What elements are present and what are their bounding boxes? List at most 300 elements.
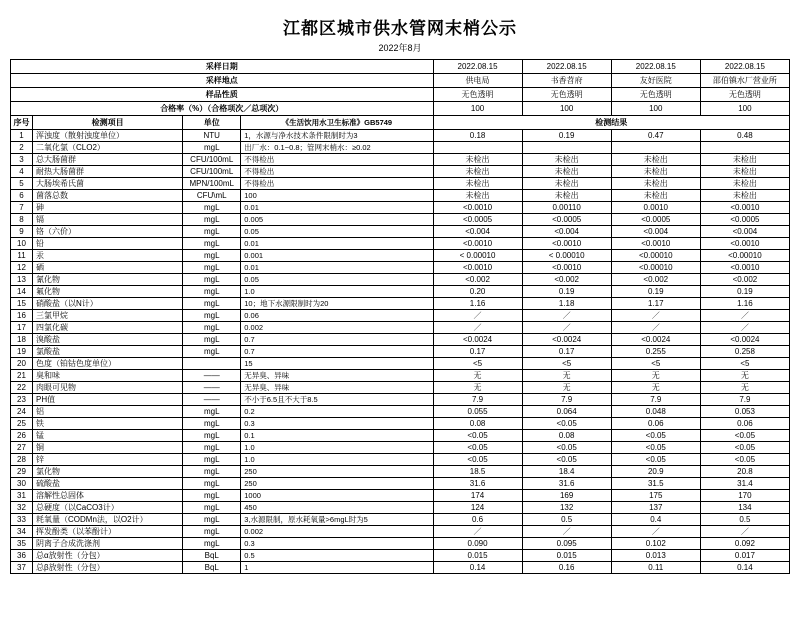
- cell-result-4: 7.9: [700, 394, 789, 406]
- cell-result-2: 未检出: [522, 190, 611, 202]
- cell-item: 阴离子合成洗涤剂: [33, 538, 183, 550]
- cell-result-1: <5: [433, 358, 522, 370]
- cell-result-3: <0.002: [611, 274, 700, 286]
- table-row: [11, 322, 790, 334]
- meta-value: 2022.08.15: [522, 60, 611, 74]
- cell-no: 34: [11, 526, 33, 538]
- cell-standard: 450: [241, 502, 433, 514]
- cell-no: 1: [11, 130, 33, 142]
- cell-result-1: <0.0010: [433, 202, 522, 214]
- cell-result-3: 未检出: [611, 154, 700, 166]
- table-row: [11, 526, 790, 538]
- cell-item: 二氧化氯（CLO2）: [33, 142, 183, 154]
- cell-result-4: <0.004: [700, 226, 789, 238]
- column-header-row: [11, 116, 790, 130]
- cell-result-3: <0.00010: [611, 262, 700, 274]
- cell-result-3: 无: [611, 370, 700, 382]
- cell-unit: mgL: [183, 346, 241, 358]
- cell-result-4: 未检出: [700, 190, 789, 202]
- cell-unit: mgL: [183, 454, 241, 466]
- cell-result-1: <0.004: [433, 226, 522, 238]
- table-row: [11, 166, 790, 178]
- cell-standard: 0.1: [241, 430, 433, 442]
- cell-standard: 不小于6.5且不大于8.5: [241, 394, 433, 406]
- cell-result-2: 0.064: [522, 406, 611, 418]
- cell-unit: mgL: [183, 202, 241, 214]
- cell-result-3: 未检出: [611, 190, 700, 202]
- cell-no: 13: [11, 274, 33, 286]
- cell-result-4: 0.092: [700, 538, 789, 550]
- cell-standard: 1000: [241, 490, 433, 502]
- cell-result-4: ／: [700, 322, 789, 334]
- table-row: [11, 382, 790, 394]
- cell-unit: mgL: [183, 250, 241, 262]
- meta-label: 采样地点: [11, 74, 434, 88]
- meta-label: 合格率（%）（合格项次／总项次）: [11, 102, 434, 116]
- cell-unit: mgL: [183, 226, 241, 238]
- meta-value: 100: [700, 102, 789, 116]
- cell-standard: 1.0: [241, 442, 433, 454]
- cell-standard: 0.3: [241, 538, 433, 550]
- cell-result-1: 未检出: [433, 166, 522, 178]
- cell-no: 30: [11, 478, 33, 490]
- cell-item: 耗氧量（CODMn法，以O2计）: [33, 514, 183, 526]
- cell-result-1: 0.090: [433, 538, 522, 550]
- cell-item: 氟化物: [33, 286, 183, 298]
- cell-item: 肉眼可见物: [33, 382, 183, 394]
- cell-no: 10: [11, 238, 33, 250]
- meta-value: 100: [433, 102, 522, 116]
- cell-result-3: 137: [611, 502, 700, 514]
- cell-item: 汞: [33, 250, 183, 262]
- cell-item: 氯酸盐: [33, 346, 183, 358]
- cell-result-2: 无: [522, 382, 611, 394]
- cell-result-4: [700, 142, 789, 154]
- cell-standard: 15: [241, 358, 433, 370]
- cell-item: 砷: [33, 202, 183, 214]
- cell-unit: mgL: [183, 274, 241, 286]
- cell-no: 25: [11, 418, 33, 430]
- cell-result-4: <0.0010: [700, 202, 789, 214]
- cell-result-3: 20.9: [611, 466, 700, 478]
- cell-result-2: 7.9: [522, 394, 611, 406]
- cell-result-1: 0.015: [433, 550, 522, 562]
- cell-result-2: 0.015: [522, 550, 611, 562]
- cell-standard: 0.01: [241, 262, 433, 274]
- cell-standard: 0.05: [241, 226, 433, 238]
- cell-result-1: <0.0024: [433, 334, 522, 346]
- meta-value: 100: [611, 102, 700, 116]
- cell-result-4: <0.05: [700, 454, 789, 466]
- meta-row-sample-property: [11, 88, 790, 102]
- cell-result-1: 0.20: [433, 286, 522, 298]
- cell-no: 35: [11, 538, 33, 550]
- table-row: [11, 190, 790, 202]
- cell-no: 11: [11, 250, 33, 262]
- cell-standard: 不得检出: [241, 154, 433, 166]
- cell-no: 37: [11, 562, 33, 574]
- cell-result-3: 7.9: [611, 394, 700, 406]
- cell-result-1: <0.0010: [433, 238, 522, 250]
- table-row: [11, 490, 790, 502]
- cell-standard: 250: [241, 478, 433, 490]
- cell-standard: 无异臭、异味: [241, 370, 433, 382]
- cell-no: 36: [11, 550, 33, 562]
- table-row: [11, 394, 790, 406]
- cell-standard: 1.0: [241, 454, 433, 466]
- cell-no: 21: [11, 370, 33, 382]
- cell-result-4: 0.053: [700, 406, 789, 418]
- meta-value: 2022.08.15: [433, 60, 522, 74]
- table-row: [11, 502, 790, 514]
- cell-result-2: <0.0005: [522, 214, 611, 226]
- cell-result-3: <0.004: [611, 226, 700, 238]
- col-header-result: 检测结果: [433, 116, 790, 130]
- table-row: [11, 250, 790, 262]
- cell-result-4: <0.00010: [700, 250, 789, 262]
- cell-result-2: ／: [522, 526, 611, 538]
- cell-result-4: 0.14: [700, 562, 789, 574]
- cell-result-4: ／: [700, 526, 789, 538]
- table-row: [11, 370, 790, 382]
- cell-standard: 10；地下水源限制时为20: [241, 298, 433, 310]
- cell-result-2: <0.002: [522, 274, 611, 286]
- meta-row-sampling-date: [11, 60, 790, 74]
- cell-result-4: <0.002: [700, 274, 789, 286]
- table-row: [11, 274, 790, 286]
- cell-result-2: 0.095: [522, 538, 611, 550]
- cell-result-1: < 0.00010: [433, 250, 522, 262]
- cell-no: 9: [11, 226, 33, 238]
- cell-result-1: 0.055: [433, 406, 522, 418]
- page-subtitle: 2022年8月: [378, 43, 422, 53]
- cell-standard: 0.002: [241, 526, 433, 538]
- cell-result-2: 0.08: [522, 430, 611, 442]
- cell-no: 8: [11, 214, 33, 226]
- cell-standard: 不得检出: [241, 178, 433, 190]
- cell-result-2: <0.05: [522, 418, 611, 430]
- cell-standard: 0.7: [241, 334, 433, 346]
- cell-standard: 0.001: [241, 250, 433, 262]
- table-row: [11, 418, 790, 430]
- cell-item: 菌落总数: [33, 190, 183, 202]
- cell-result-1: 未检出: [433, 178, 522, 190]
- cell-result-4: 无: [700, 382, 789, 394]
- cell-result-3: 0.013: [611, 550, 700, 562]
- cell-result-4: 0.19: [700, 286, 789, 298]
- cell-no: 7: [11, 202, 33, 214]
- cell-result-2: < 0.00010: [522, 250, 611, 262]
- table-row: [11, 286, 790, 298]
- cell-standard: 250: [241, 466, 433, 478]
- cell-item: 溴酸盐: [33, 334, 183, 346]
- table-row: [11, 466, 790, 478]
- cell-item: 硒: [33, 262, 183, 274]
- cell-unit: mgL: [183, 298, 241, 310]
- table-row: [11, 442, 790, 454]
- cell-item: 四氯化碳: [33, 322, 183, 334]
- cell-result-3: <0.0024: [611, 334, 700, 346]
- cell-result-2: 132: [522, 502, 611, 514]
- cell-result-1: <0.0010: [433, 262, 522, 274]
- cell-result-4: <0.0005: [700, 214, 789, 226]
- cell-result-3: 无: [611, 382, 700, 394]
- cell-result-2: 未检出: [522, 166, 611, 178]
- cell-result-3: <5: [611, 358, 700, 370]
- cell-no: 20: [11, 358, 33, 370]
- cell-standard: 不得检出: [241, 166, 433, 178]
- cell-unit: mgL: [183, 430, 241, 442]
- table-row: [11, 202, 790, 214]
- cell-result-1: <0.002: [433, 274, 522, 286]
- cell-standard: 0.5: [241, 550, 433, 562]
- cell-result-1: 无: [433, 382, 522, 394]
- table-row: [11, 298, 790, 310]
- meta-value: 无色透明: [700, 88, 789, 102]
- cell-result-1: <0.05: [433, 442, 522, 454]
- table-row: [11, 142, 790, 154]
- meta-value: 供电局: [433, 74, 522, 88]
- cell-result-3: <0.00010: [611, 250, 700, 262]
- cell-result-2: <0.0024: [522, 334, 611, 346]
- cell-result-2: ／: [522, 310, 611, 322]
- cell-result-2: 0.19: [522, 286, 611, 298]
- table-row: [11, 334, 790, 346]
- cell-result-2: <0.05: [522, 442, 611, 454]
- cell-no: 4: [11, 166, 33, 178]
- cell-item: 铝: [33, 406, 183, 418]
- cell-no: 31: [11, 490, 33, 502]
- table-row: [11, 562, 790, 574]
- cell-result-4: 1.16: [700, 298, 789, 310]
- cell-item: 三氯甲烷: [33, 310, 183, 322]
- table-row: [11, 430, 790, 442]
- cell-unit: mgL: [183, 502, 241, 514]
- cell-result-1: [433, 142, 522, 154]
- meta-value: 友好医院: [611, 74, 700, 88]
- cell-item: 总大肠菌群: [33, 154, 183, 166]
- col-header-standard: 《生活饮用水卫生标准》GB5749: [241, 116, 433, 130]
- cell-no: 5: [11, 178, 33, 190]
- cell-unit: mgL: [183, 478, 241, 490]
- cell-unit: CFU/100mL: [183, 154, 241, 166]
- meta-row-sampling-location: [11, 74, 790, 88]
- cell-result-3: 175: [611, 490, 700, 502]
- cell-unit: mgL: [183, 490, 241, 502]
- cell-no: 15: [11, 298, 33, 310]
- cell-unit: BqL: [183, 550, 241, 562]
- cell-unit: mgL: [183, 538, 241, 550]
- cell-result-1: 未检出: [433, 190, 522, 202]
- cell-unit: [183, 358, 241, 370]
- meta-value: 书香苕府: [522, 74, 611, 88]
- cell-item: 溶解性总固体: [33, 490, 183, 502]
- table-row: [11, 310, 790, 322]
- cell-no: 28: [11, 454, 33, 466]
- cell-no: 2: [11, 142, 33, 154]
- cell-result-1: ／: [433, 322, 522, 334]
- cell-result-1: 无: [433, 370, 522, 382]
- cell-result-2: 未检出: [522, 154, 611, 166]
- cell-result-1: <0.05: [433, 454, 522, 466]
- cell-unit: NTU: [183, 130, 241, 142]
- cell-unit: mgL: [183, 262, 241, 274]
- meta-label: 采样日期: [11, 60, 434, 74]
- meta-value: 无色透明: [611, 88, 700, 102]
- cell-item: 挥发酚类（以苯酚计）: [33, 526, 183, 538]
- cell-result-2: 0.5: [522, 514, 611, 526]
- cell-result-3: 0.048: [611, 406, 700, 418]
- cell-standard: 无异臭、异味: [241, 382, 433, 394]
- table-row: [11, 538, 790, 550]
- cell-result-4: 0.017: [700, 550, 789, 562]
- cell-result-2: 无: [522, 370, 611, 382]
- cell-standard: 0.01: [241, 238, 433, 250]
- cell-result-3: 0.4: [611, 514, 700, 526]
- cell-result-4: 0.258: [700, 346, 789, 358]
- cell-result-2: 0.19: [522, 130, 611, 142]
- cell-unit: mgL: [183, 526, 241, 538]
- cell-unit: mgL: [183, 286, 241, 298]
- cell-no: 29: [11, 466, 33, 478]
- cell-item: 浑浊度（散射浊度单位）: [33, 130, 183, 142]
- cell-result-3: ／: [611, 310, 700, 322]
- cell-standard: 0.3: [241, 418, 433, 430]
- cell-item: 铜: [33, 442, 183, 454]
- cell-item: 硝酸盐（以N计）: [33, 298, 183, 310]
- cell-result-1: 0.14: [433, 562, 522, 574]
- cell-result-4: 0.48: [700, 130, 789, 142]
- cell-result-1: 0.18: [433, 130, 522, 142]
- cell-item: 大肠埃希氏菌: [33, 178, 183, 190]
- cell-no: 12: [11, 262, 33, 274]
- meta-value: 100: [522, 102, 611, 116]
- cell-standard: 0.06: [241, 310, 433, 322]
- cell-unit: ——: [183, 394, 241, 406]
- cell-unit: mgL: [183, 322, 241, 334]
- cell-result-1: 174: [433, 490, 522, 502]
- cell-result-2: 0.16: [522, 562, 611, 574]
- cell-result-4: 未检出: [700, 166, 789, 178]
- cell-item: PH值: [33, 394, 183, 406]
- cell-no: 22: [11, 382, 33, 394]
- cell-result-4: ／: [700, 310, 789, 322]
- cell-standard: 1，水源与净水技术条件限制时为3: [241, 130, 433, 142]
- cell-result-3: <0.0005: [611, 214, 700, 226]
- cell-standard: 100: [241, 190, 433, 202]
- cell-result-3: 0.102: [611, 538, 700, 550]
- cell-no: 14: [11, 286, 33, 298]
- cell-result-3: 0.47: [611, 130, 700, 142]
- table-row: [11, 238, 790, 250]
- cell-item: 总α放射性（分包）: [33, 550, 183, 562]
- cell-standard: 3,水源限制，原水耗氧量>6mgL时为5: [241, 514, 433, 526]
- meta-value: 邵伯镇水厂营业所: [700, 74, 789, 88]
- cell-no: 32: [11, 502, 33, 514]
- cell-result-3: <0.05: [611, 454, 700, 466]
- table-body: [11, 60, 790, 574]
- meta-label: 样品性质: [11, 88, 434, 102]
- cell-result-1: <0.05: [433, 430, 522, 442]
- cell-result-3: ／: [611, 322, 700, 334]
- cell-unit: ——: [183, 370, 241, 382]
- cell-result-3: 1.17: [611, 298, 700, 310]
- cell-result-4: 未检出: [700, 178, 789, 190]
- table-row: [11, 514, 790, 526]
- table-row: [11, 478, 790, 490]
- meta-value: 无色透明: [433, 88, 522, 102]
- cell-result-3: <0.05: [611, 430, 700, 442]
- cell-item: 氰化物: [33, 274, 183, 286]
- cell-result-3: 0.255: [611, 346, 700, 358]
- cell-item: 镉: [33, 214, 183, 226]
- cell-unit: CFU/100mL: [183, 166, 241, 178]
- cell-result-4: <0.0010: [700, 262, 789, 274]
- cell-no: 17: [11, 322, 33, 334]
- meta-value: 无色透明: [522, 88, 611, 102]
- cell-result-4: <5: [700, 358, 789, 370]
- cell-unit: mgL: [183, 466, 241, 478]
- cell-result-1: ／: [433, 526, 522, 538]
- cell-standard: 1.0: [241, 286, 433, 298]
- cell-item: 铬（六价）: [33, 226, 183, 238]
- cell-item: 氯化物: [33, 466, 183, 478]
- cell-result-3: 未检出: [611, 178, 700, 190]
- cell-unit: mgL: [183, 406, 241, 418]
- cell-result-4: <0.0024: [700, 334, 789, 346]
- cell-result-3: 0.06: [611, 418, 700, 430]
- table-row: [11, 214, 790, 226]
- cell-result-1: 0.17: [433, 346, 522, 358]
- cell-result-3: 0.11: [611, 562, 700, 574]
- cell-result-3: [611, 142, 700, 154]
- cell-unit: mgL: [183, 442, 241, 454]
- cell-item: 总β放射性（分包）: [33, 562, 183, 574]
- meta-value: 2022.08.15: [611, 60, 700, 74]
- cell-item: 铁: [33, 418, 183, 430]
- cell-result-2: 1.18: [522, 298, 611, 310]
- cell-result-1: 124: [433, 502, 522, 514]
- cell-result-1: 0.6: [433, 514, 522, 526]
- cell-result-4: <0.05: [700, 430, 789, 442]
- cell-no: 6: [11, 190, 33, 202]
- cell-result-3: 31.5: [611, 478, 700, 490]
- cell-result-2: <0.0010: [522, 238, 611, 250]
- cell-result-4: <0.0010: [700, 238, 789, 250]
- cell-unit: mgL: [183, 238, 241, 250]
- cell-result-3: ／: [611, 526, 700, 538]
- cell-no: 33: [11, 514, 33, 526]
- cell-result-2: 0.17: [522, 346, 611, 358]
- cell-standard: 0.2: [241, 406, 433, 418]
- cell-result-1: 1.16: [433, 298, 522, 310]
- table-row: [11, 454, 790, 466]
- cell-result-4: 0.06: [700, 418, 789, 430]
- cell-result-1: ／: [433, 310, 522, 322]
- table-row: [11, 226, 790, 238]
- cell-no: 16: [11, 310, 33, 322]
- cell-result-2: <0.0010: [522, 262, 611, 274]
- cell-result-4: 170: [700, 490, 789, 502]
- cell-unit: MPN/100mL: [183, 178, 241, 190]
- cell-result-2: <0.004: [522, 226, 611, 238]
- col-header-no: 序号: [11, 116, 33, 130]
- cell-unit: mgL: [183, 142, 241, 154]
- cell-result-2: ／: [522, 322, 611, 334]
- cell-item: 色度（铂钴色度单位）: [33, 358, 183, 370]
- cell-result-2: <5: [522, 358, 611, 370]
- cell-result-3: 未检出: [611, 166, 700, 178]
